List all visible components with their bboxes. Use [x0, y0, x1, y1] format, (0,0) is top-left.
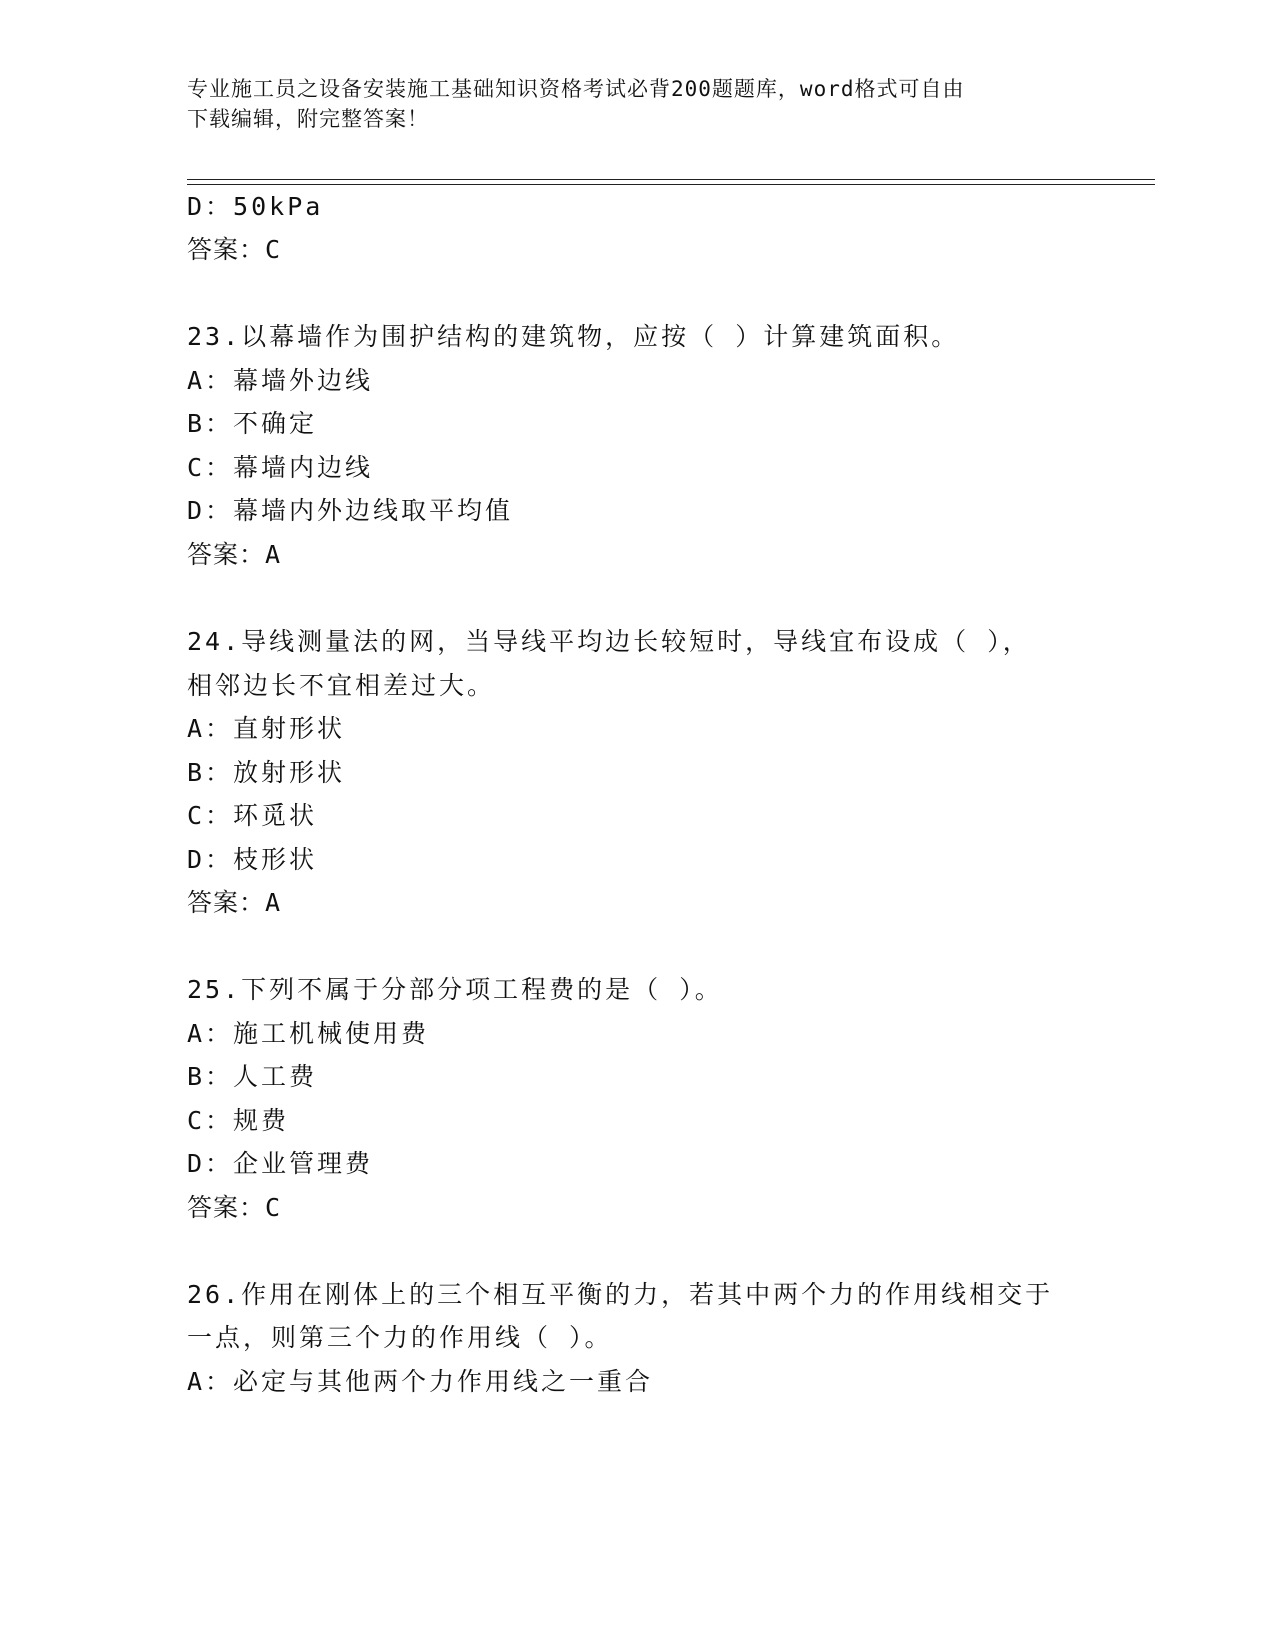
answer-previous: 答案：C: [187, 235, 282, 264]
question-25-option-b: B：人工费: [187, 1062, 318, 1091]
question-25-answer: 答案：C: [187, 1193, 282, 1222]
question-23-stem: 23.以幕墙作为围护结构的建筑物，应按（ ）计算建筑面积。: [187, 322, 960, 351]
question-25-option-c: C：规费: [187, 1106, 290, 1135]
question-24-option-d: D：枝形状: [187, 845, 318, 874]
question-23-option-c: C：幕墙内边线: [187, 453, 374, 482]
question-25-option-a: A：施工机械使用费: [187, 1019, 430, 1048]
question-23-option-d: D：幕墙内外边线取平均值: [187, 496, 514, 525]
header-divider-top: [187, 179, 1155, 180]
question-26-stem-line-1: 26.作用在刚体上的三个相互平衡的力，若其中两个力的作用线相交于: [187, 1280, 1054, 1309]
question-23-answer: 答案：A: [187, 540, 282, 569]
question-24-option-a: A：直射形状: [187, 714, 346, 743]
question-24-stem-line-1: 24.导线测量法的网，当导线平均边长较短时，导线宜布设成（ ），: [187, 627, 1031, 656]
header-title-line-2: 下载编辑，附完整答案！: [187, 107, 429, 131]
question-23-option-b: B：不确定: [187, 409, 318, 438]
question-23-option-a: A：幕墙外边线: [187, 366, 374, 395]
question-24-option-c: C：环觅状: [187, 801, 318, 830]
question-25-stem: 25.下列不属于分部分项工程费的是（ ）。: [187, 975, 723, 1004]
question-24-answer: 答案：A: [187, 888, 282, 917]
document-header: [187, 74, 1067, 134]
question-26-stem-line-2: 一点，则第三个力的作用线（ ）。: [187, 1323, 613, 1352]
header-divider-bottom: [187, 184, 1155, 185]
option-d-previous: D：50kPa: [187, 192, 324, 221]
question-25-option-d: D：企业管理费: [187, 1149, 374, 1178]
question-26-option-a: A：必定与其他两个力作用线之一重合: [187, 1367, 654, 1396]
header-title-line-1: 专业施工员之设备安装施工基础知识资格考试必背200题题库，word格式可自由: [187, 77, 965, 101]
question-24-stem-line-2: 相邻边长不宜相差过大。: [187, 671, 496, 700]
question-24-option-b: B：放射形状: [187, 758, 346, 787]
